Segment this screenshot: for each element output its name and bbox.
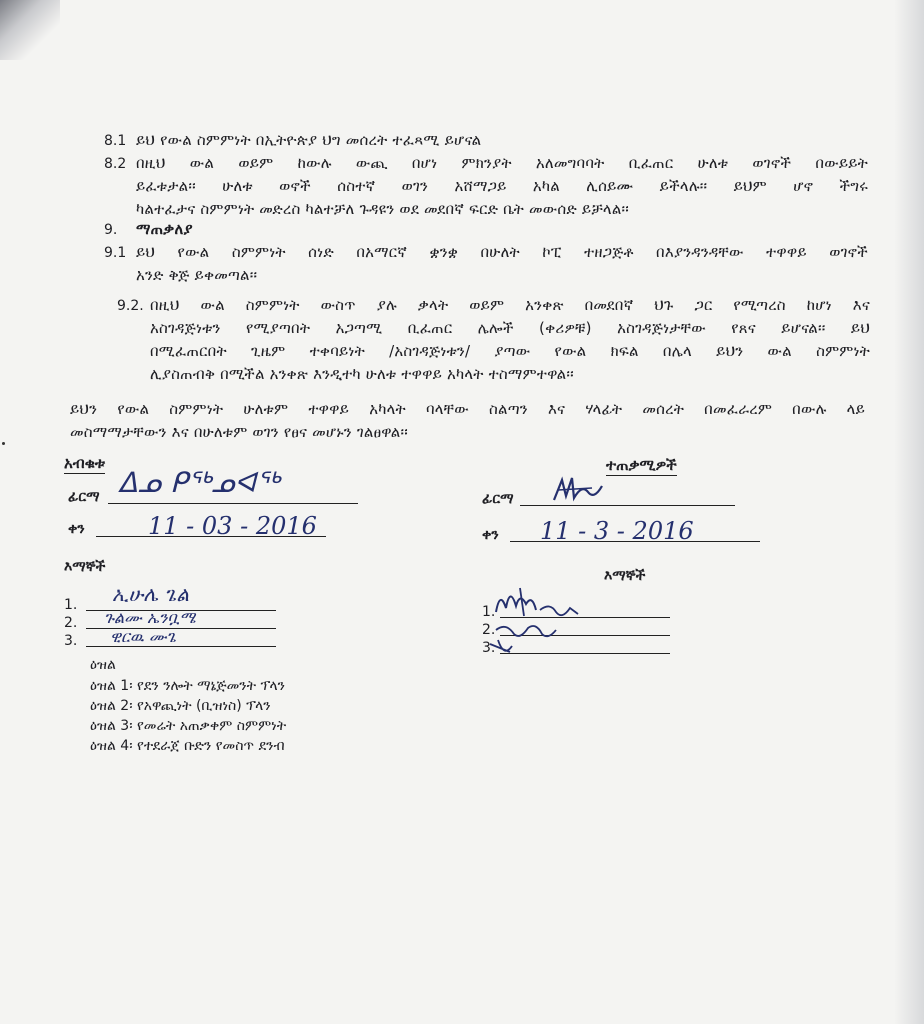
section-number-8-1: 8.1 [104, 133, 127, 149]
left-signature-line [108, 503, 358, 504]
section-8-2-line-3: ካልተፈታና ስምምነት መድረስ ካልተቻለ ጉዳዩን ወደ መደበኛ ፍርድ ቤት መውሰድ ይቻላል፡፡ [136, 200, 630, 218]
left-date-label: ቀን [68, 521, 85, 537]
left-signature: ᐃᓄ ᑭᖅᓄᐊᖅ [118, 466, 280, 499]
annex-item-3: ዕዝል 3፡ የመሬት አጠቃቀም ስምምነት [90, 718, 287, 734]
section-9-2-line-3: በሚፈጠርበት ጊዜም ተቀባይነት /አስገዳጅነቱን/ ያጣው የውል ክፍል በሌላ ይህን ውል ስምምነት [150, 342, 870, 360]
left-date-handwritten: 11 - 03 - 2016 [148, 512, 317, 540]
section-9-1-line-1: ይህ የውል ስምምነት ሰነድ በአማርኛ ቋንቋ በሁለት ኮፒ ተዘጋጅቶ በእያንዳንዳቸው ተዋዋይ ወገኖች [136, 243, 868, 261]
annex-item-2: ዕዝል 2፡ የአዋጪነት (ቢዝነስ) ፕላን [90, 698, 271, 714]
right-witness-number-3: 3. [482, 640, 496, 656]
section-number-8-2: 8.2 [104, 156, 127, 172]
right-party-heading [606, 456, 677, 474]
left-signature-label: ፊርማ [68, 489, 100, 505]
annex-heading: ዕዝል [90, 657, 116, 673]
section-9-2-line-2: አስገዳጅነቱን የሚያጣበት አጋጣሚ ቢፈጠር ሌሎች (ቀሪዎቹ) አስገዳጅነታቸው የጸና ይሆናል፡፡ ይህ [150, 319, 870, 337]
section-9-2-line-1: በዚህ ውል ስምምነት ውስጥ ያሉ ቃላት ወይም አንቀጽ በመደበኛ ህጉ ጋር የሚጣረስ ከሆነ እና [150, 296, 870, 314]
section-number-9-2: 9.2. [117, 298, 144, 314]
section-9-1-line-2: አንድ ቅጅ ይቀመጣል፡፡ [136, 266, 258, 284]
section-number-9: 9. [104, 222, 118, 238]
page-speck [2, 442, 5, 445]
left-party-heading [64, 454, 105, 472]
section-8-2-line-2: ይፈቱታል፡፡ ሁለቱ ወኖች ሰስተኛ ወገን አሸማጋይ አካል ሊሰይሙ ይችላሉ፡፡ ይህም ሆኖ ችግሩ [136, 177, 868, 195]
section-8-1-text: ይህ የውል ስምምነት በኢትዮጵያ ህግ መሰረት ተፈጻሚ ይሆናል [136, 131, 482, 149]
section-9-title: ማጠቃለያ [136, 220, 193, 238]
closing-line-2: መስማማታቸውን እና በሁለቱም ወገን የፀና መሆኑን ገልፀዋል፡፡ [70, 423, 408, 441]
left-witness-signature-3: ዊርዉ ሙጌ [110, 627, 177, 646]
left-party-heading-text: አብቁቱ [64, 454, 106, 472]
section-number-9-1: 9.1 [104, 245, 127, 261]
annex-item-1: ዕዝል 1፡ የደን ንሎት ማኔጅመንት ፕላን [90, 678, 285, 694]
left-witness-signature-2: ጉልሙ ኤንቧሜ [104, 608, 196, 627]
left-witness-number-2: 2. [64, 615, 78, 631]
annex-item-4: ዕዝል 4፡ የተደራጀ ቡድን የመስጥ ደንብ [90, 738, 285, 754]
right-witnesses-heading: እማኞች [604, 568, 646, 584]
right-signature-label: ፊርማ [482, 491, 514, 507]
closing-line-1: ይህን የውል ስምምነት ሁለቱም ተዋዋይ አካላት ባላቸው ስልጣን እና ሃላፊት መሰረት በመፈራረም በውሉ ላይ [70, 400, 865, 418]
right-witness-signatures [490, 582, 590, 660]
right-date-label: ቀን [482, 527, 499, 543]
right-witness-number-1: 1. [482, 604, 496, 620]
section-9-2-line-4: ሊያስጠብቅ በሚችል አንቀጽ እንዲተካ ሁለቱ ተዋዋይ አካላት ተስማምተዋል፡፡ [150, 365, 574, 383]
right-witness-number-2: 2. [482, 622, 496, 638]
section-8-2-line-1: በዚህ ውል ወይም ከውሉ ውጪ በሆነ ምክንያት አለመግባባት ቢፈጠር ሁለቱ ወገኖች በውይይት [136, 154, 868, 172]
left-witness-number-1: 1. [64, 597, 78, 613]
left-witness-signature-1: ኢሁሌ ጌል [112, 582, 190, 606]
left-witness-number-3: 3. [64, 633, 78, 649]
left-witnesses-heading: እማኞች [64, 559, 106, 575]
right-signature-mark [548, 474, 608, 508]
right-date-handwritten: 11 - 3 - 2016 [540, 517, 694, 545]
right-party-heading-text: ተጠቃሚዎች [606, 456, 677, 474]
